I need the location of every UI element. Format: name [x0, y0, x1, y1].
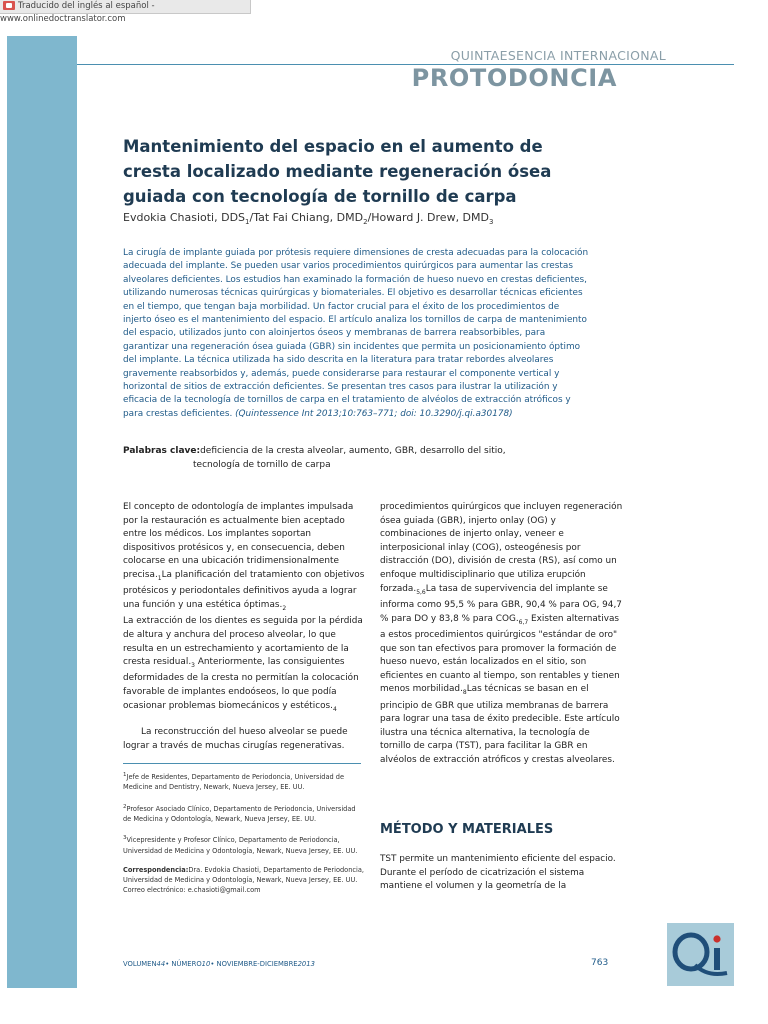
page-sidebar-stripe [7, 36, 77, 988]
reference-mark: 4 [333, 705, 337, 713]
body-text: La extracción de los dientes es seguida por la pérdida de altura y anchura del proceso alveolar, lo que resulta en un estrechamiento y acortamiento de la cresta residual. [123, 616, 363, 668]
issue-year: 2013 [297, 960, 315, 968]
body-text: Las técnicas se basan en el principio de GBR que utiliza membranas de barrera para lograr una tasa de éxito predecible. Este artículo ilustra una técnica alternativa, la tecnología de tornillo de carpa (TST), para facilitar la GBR en alvéolos de extracción atróficos y crestas alveolares. [380, 684, 620, 766]
reference-mark: 5,6 [416, 588, 426, 596]
article-title: Mantenimiento del espacio en el aumento de cresta localizado mediante regeneración ósea guiada con tecnología de tornillo de carpa [123, 137, 552, 206]
keywords [123, 445, 593, 472]
header-rule [77, 64, 734, 65]
footnote [123, 802, 365, 825]
body-paragraph [380, 501, 623, 768]
methods-heading: MÉTODO Y MATERIALES [380, 822, 554, 837]
footnote [123, 770, 365, 793]
volume-label: VOLUMEN [123, 960, 157, 968]
author-name: Evdokia Chasioti, DDS [123, 211, 246, 224]
footnote-mark: 1 [123, 772, 127, 778]
correspondence-text: Dra. Evdokia Chasioti, Departamento de Periodoncia, Universidad de Medicina y Odontología, Newark, Nueva Jersey, EE. UU. Correo electrónico: e.chasioti@gmail.com [123, 865, 364, 895]
footnote-text: Vicepresidente y Profesor Clínico, Departamento de Periodoncia, Universidad de Medicina y Odontología, Newark, Nueva Jersey, EE. UU. [123, 836, 358, 855]
body-paragraph: La reconstrucción del hueso alveolar se puede lograr a través de muchas cirugías regenerativas. [123, 727, 348, 751]
footnote-mark: 2 [123, 803, 127, 810]
body-text: procedimientos quirúrgicos que incluyen regeneración ósea guiada (GBR), injerto onlay (OG) y combinaciones de injerto onlay, veneer e interposicional inlay (COG), osteogénesis por distracción (DO), división de cresta (RS), así como un enfoque multidisciplinario que utiliza erupción forzada. [380, 502, 623, 594]
reference-mark: 3 [191, 661, 195, 669]
correspondence [123, 865, 365, 896]
footnote-mark: 3 [123, 835, 127, 842]
reference-mark: 1 [157, 574, 162, 582]
body-text: El concepto de odontología de implantes impulsada por la restauración es actualmente bien aceptado entre los médicos. Los implantes soportan dispositivos protésicos y, en consecuencia, deben colocarse en una ubicación tridimensionalmente precisa. [123, 502, 354, 580]
section-name: PROTODONCIA [411, 64, 617, 92]
abstract-text: La cirugía de implante guiada por prótesis requiere dimensiones de cresta adecuadas para la colocación adecuada del implante. Se pueden usar varios procedimientos quirúrgicos para aumentar las crestas alveolares deficientes. Los estudios han examinado la formación de hueso nuevo en crestas deficientes, utilizando numerosas técnicas quirúrgicas y biomateriales. El objetivo es desarrollar técnicas eficientes en el tiempo, que tengan baja morbilidad. Un factor crucial para el éxito de los procedimientos de injerto óseo es el mantenimiento del espacio. El artículo analiza los tornillos de carpa de mantenimiento del espacio, utilizados junto con aloinjertos óseos y membranas de barrera reabsorbibles, para garantizar una regeneración ósea guiada (GBR) sin incidentes que permita un posicionamiento óptimo del implante. La técnica utilizada ha sido descrita en la literatura para tratar rebordes alveolares gravemente reabsorbidos y, además, puede considerarse para restaurar el componente vertical y horizontal de sitios de extracción deficientes. Se presentan tres casos para ilustrar la utilización y eficacia de la tecnología de tornillos de carpa en el tratamiento de alvéolos de extracción atróficos y para crestas deficientes. [123, 248, 589, 419]
journal-name: QUINTAESENCIA INTERNACIONAL [450, 48, 666, 63]
journal-logo [667, 923, 734, 986]
abstract-citation: (Quintessence Int 2013;10:763–771; doi: 10.3290/j.qi.a30178) [235, 408, 513, 419]
abstract [123, 247, 589, 421]
footnote [123, 833, 365, 856]
issue-number: 10 [201, 960, 211, 968]
footnote-text: Jefe de Residentes, Departamento de Periodoncia, Universidad de Medicine and Dentistry, Newark, Nueva Jersey, EE. UU. [123, 773, 345, 792]
body-text: Anteriormente, las consiguientes deformidades de la cresta no permitían la colocación favorable de implantes endoóseos, lo que podía ocasionar problemas biomecánicos y estéticos. [123, 657, 359, 711]
author-name: /Tat Fai Chiang, DMD [249, 211, 364, 224]
body-text: La planificación del tratamiento con objetivos protésicos y periodontales definitivos ayuda a lograr una función y una estética óptimas. [123, 569, 365, 610]
reference-mark: 8 [462, 689, 467, 697]
translation-bar [0, 0, 251, 24]
body-paragraph [123, 501, 365, 615]
translator-icon [3, 1, 15, 10]
body-text: Existen alternativas a estos procedimientos quirúrgicos "estándar de oro" que son tan efectivos para promover la formación de hueso nuevo, están localizados en el sitio, son eficientes en cuanto al tiempo, son rentables y tienen menos morbilidad. [380, 613, 620, 695]
affiliation-mark: 3 [489, 218, 494, 227]
body-paragraph [123, 615, 365, 716]
body-column-left [123, 501, 365, 753]
translation-notice[interactable]: Traducido del inglés al español - www.onlinedoctranslator.com [0, 1, 155, 24]
body-column-right [380, 501, 623, 768]
footnote-text: Profesor Asociado Clínico, Departamento de Periodoncia, Universidad de Medicina y Odontología, Newark, Nueva Jersey, EE. UU. [123, 804, 356, 823]
methods-text: TST permite un mantenimiento eficiente del espacio. Durante el período de cicatrización el sistema mantiene el volumen y la geometría de la [380, 854, 616, 892]
page-number: 763 [591, 958, 609, 968]
keywords-text-continued: tecnología de tornillo de carpa [193, 459, 331, 470]
reference-mark: 2 [282, 604, 287, 612]
author-line [123, 211, 493, 226]
footnotes [123, 770, 365, 904]
issue-date: NOVIEMBRE-DICIEMBRE [216, 960, 298, 968]
affiliation-mark: 2 [363, 218, 368, 227]
footnote-rule [123, 763, 361, 764]
correspondence-label: Correspondencia: [123, 865, 189, 874]
volume-number: 44 [156, 960, 166, 968]
qi-logo-icon [667, 923, 734, 986]
keywords-label: Palabras clave: [123, 446, 201, 456]
author-name: /Howard J. Drew, DMD [367, 211, 489, 224]
keywords-text: deficiencia de la cresta alveolar, aumento, GBR, desarrollo del sitio, [200, 446, 506, 456]
issue-label: NÚMERO [171, 960, 202, 968]
reference-mark: 6,7 [518, 618, 529, 626]
body-text: La tasa de supervivencia del implante se informa como 95,5 % para GBR, 90,4 % para OG, 94,7 % para DO y 83,8 % para COG. [380, 583, 622, 624]
page-footer: VOLUMEN44• NÚMERO10• NOVIEMBRE-DICIEMBRE2013 [123, 960, 315, 968]
affiliation-mark: 1 [245, 218, 250, 227]
